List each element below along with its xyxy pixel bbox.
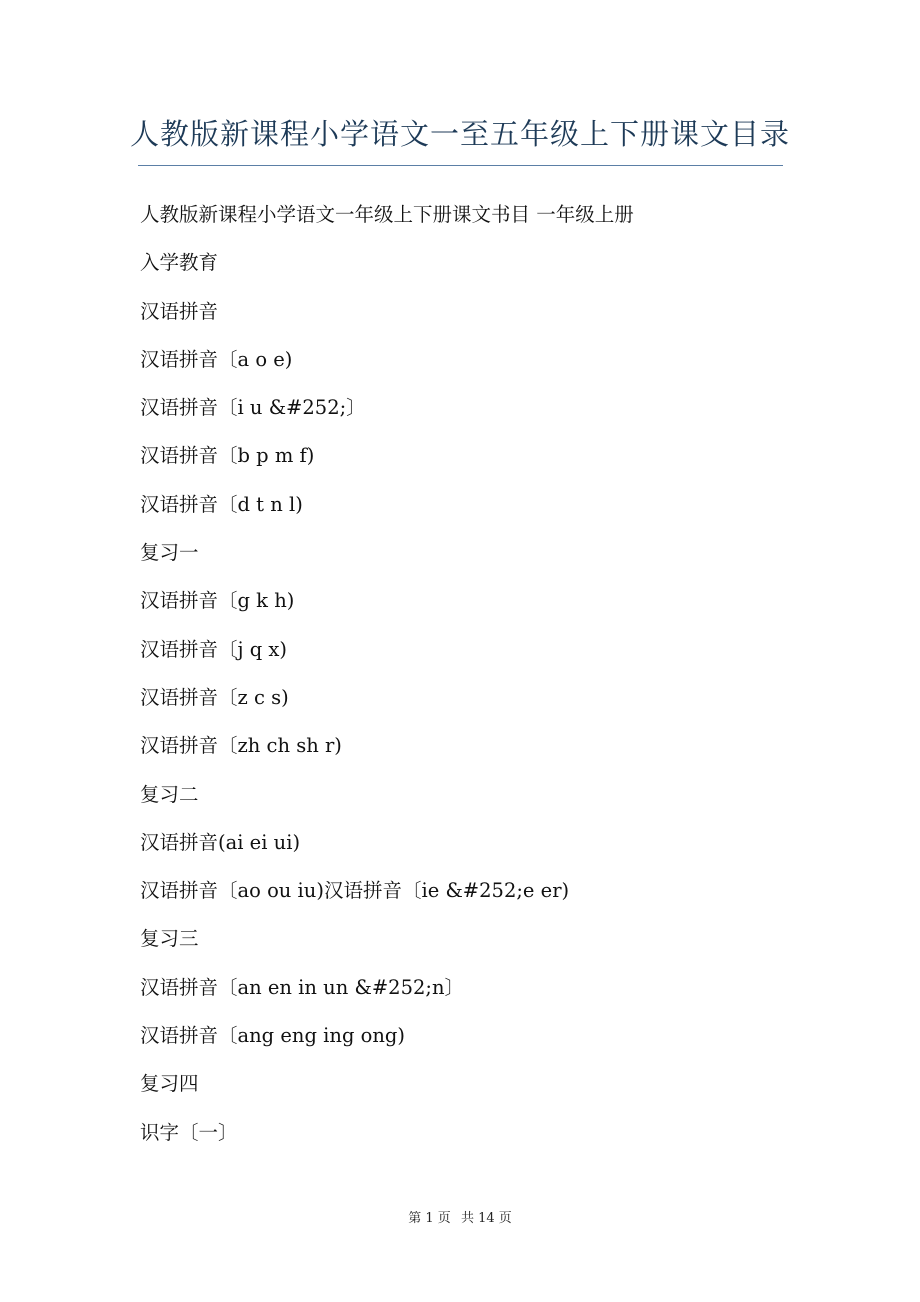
text-line: 汉语拼音〔b p m f) [140, 444, 315, 468]
text-line: 汉语拼音〔z c s) [140, 685, 289, 709]
text-line: 汉语拼音〔a o e) [140, 347, 293, 371]
page-footer [0, 1207, 920, 1226]
text-line: 复习一 [140, 541, 199, 565]
text-line: 汉语拼音 [140, 299, 219, 323]
text-line: 复习二 [140, 782, 199, 806]
text-line: 复习三 [140, 927, 199, 951]
text-line: 人教版新课程小学语文一年级上下册课文书目 一年级上册 [140, 203, 634, 226]
text-line: 汉语拼音〔ang eng ing ong) [140, 1024, 406, 1048]
text-line: 汉语拼音〔ao ou iu)汉语拼音〔ie &#252;e er) [140, 879, 570, 903]
text-line: 入学教育 [140, 251, 219, 275]
page-total: 共 14 页 [460, 1211, 512, 1226]
text-line: 汉语拼音〔i u &#252;〕 [140, 396, 366, 420]
text-line: 汉语拼音〔an en in un &#252;n〕 [140, 975, 465, 999]
document-title: 人教版新课程小学语文一至五年级上下册课文目录 [129, 117, 790, 151]
text-line: 汉语拼音〔g k h) [140, 589, 295, 613]
document-body [140, 198, 800, 1164]
text-line: 识字〔一〕 [140, 1120, 238, 1144]
text-line: 汉语拼音〔d t n l) [140, 492, 303, 516]
text-line: 汉语拼音(ai ei ui) [140, 830, 301, 854]
page-number: 第 1 页 [408, 1211, 451, 1226]
text-line: 汉语拼音〔zh ch sh r) [140, 734, 342, 758]
text-line: 复习四 [140, 1072, 199, 1096]
text-line: 汉语拼音〔j q x) [140, 637, 288, 661]
title-underline [138, 165, 783, 166]
